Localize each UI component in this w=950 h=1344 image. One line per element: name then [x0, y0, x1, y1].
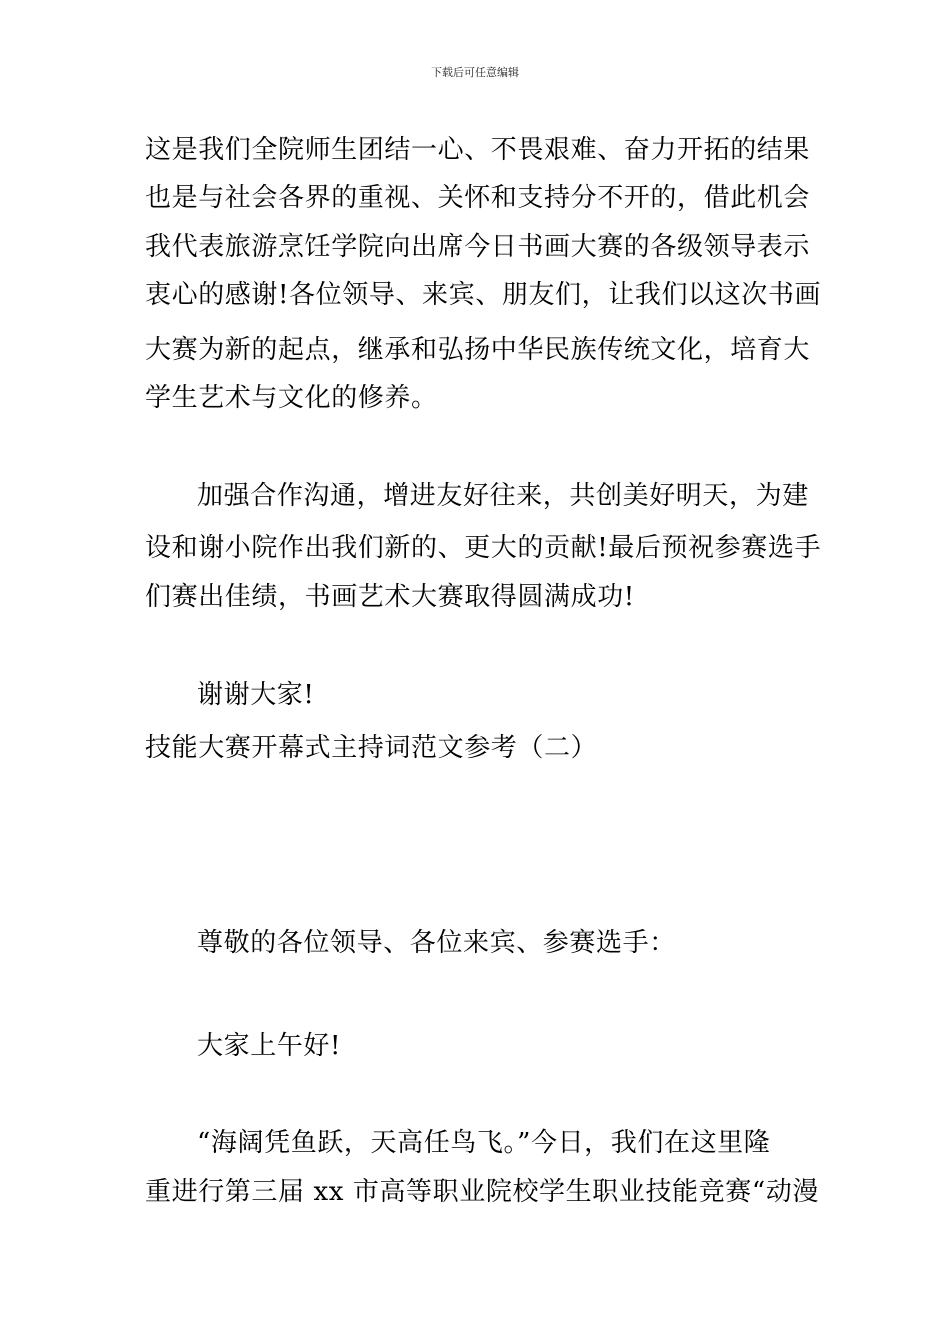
greeting: 大家上午好! [197, 1031, 342, 1061]
body-text-line: 我代表旅游烹饪学院向出席今日书画大赛的各级领导表示 [145, 232, 811, 262]
body-text-line: 设和谢小院作出我们新的、更大的贡献!最后预祝参赛选手 [145, 533, 822, 563]
page-header: 下载后可任意编辑 [431, 66, 519, 79]
closing-thanks: 谢谢大家! [197, 680, 315, 710]
body-text-line: 加强合作沟通，增进友好往来，共创美好明天，为建 [197, 481, 809, 511]
body-text-line: “海阔凭鱼跃，天高任鸟飞。”今日，我们在这里隆 [197, 1128, 771, 1158]
body-text-line: 这是我们全院师生团结一心、不畏艰难、奋力开拓的结果 [145, 135, 811, 165]
body-text-line: 大赛为新的起点，继承和弘扬中华民族传统文化，培育大 [145, 335, 811, 365]
body-text-line: 也是与社会各界的重视、关怀和支持分不开的，借此机会 [145, 183, 811, 213]
salutation: 尊敬的各位领导、各位来宾、参赛选手： [197, 928, 676, 958]
body-text-line: 学生艺术与文化的修养。 [145, 383, 438, 413]
body-text-line: 衷心的感谢!各位领导、来宾、朋友们，让我们以这次书画 [145, 280, 822, 310]
body-text-line: 们赛出佳绩，书画艺术大赛取得圆满成功! [145, 582, 635, 612]
section-title: 技能大赛开幕式主持词范文参考（二） [145, 733, 598, 763]
body-text-line: 重进行第三届 xx 市高等职业院校学生职业技能竞赛“动漫 [145, 1177, 819, 1207]
